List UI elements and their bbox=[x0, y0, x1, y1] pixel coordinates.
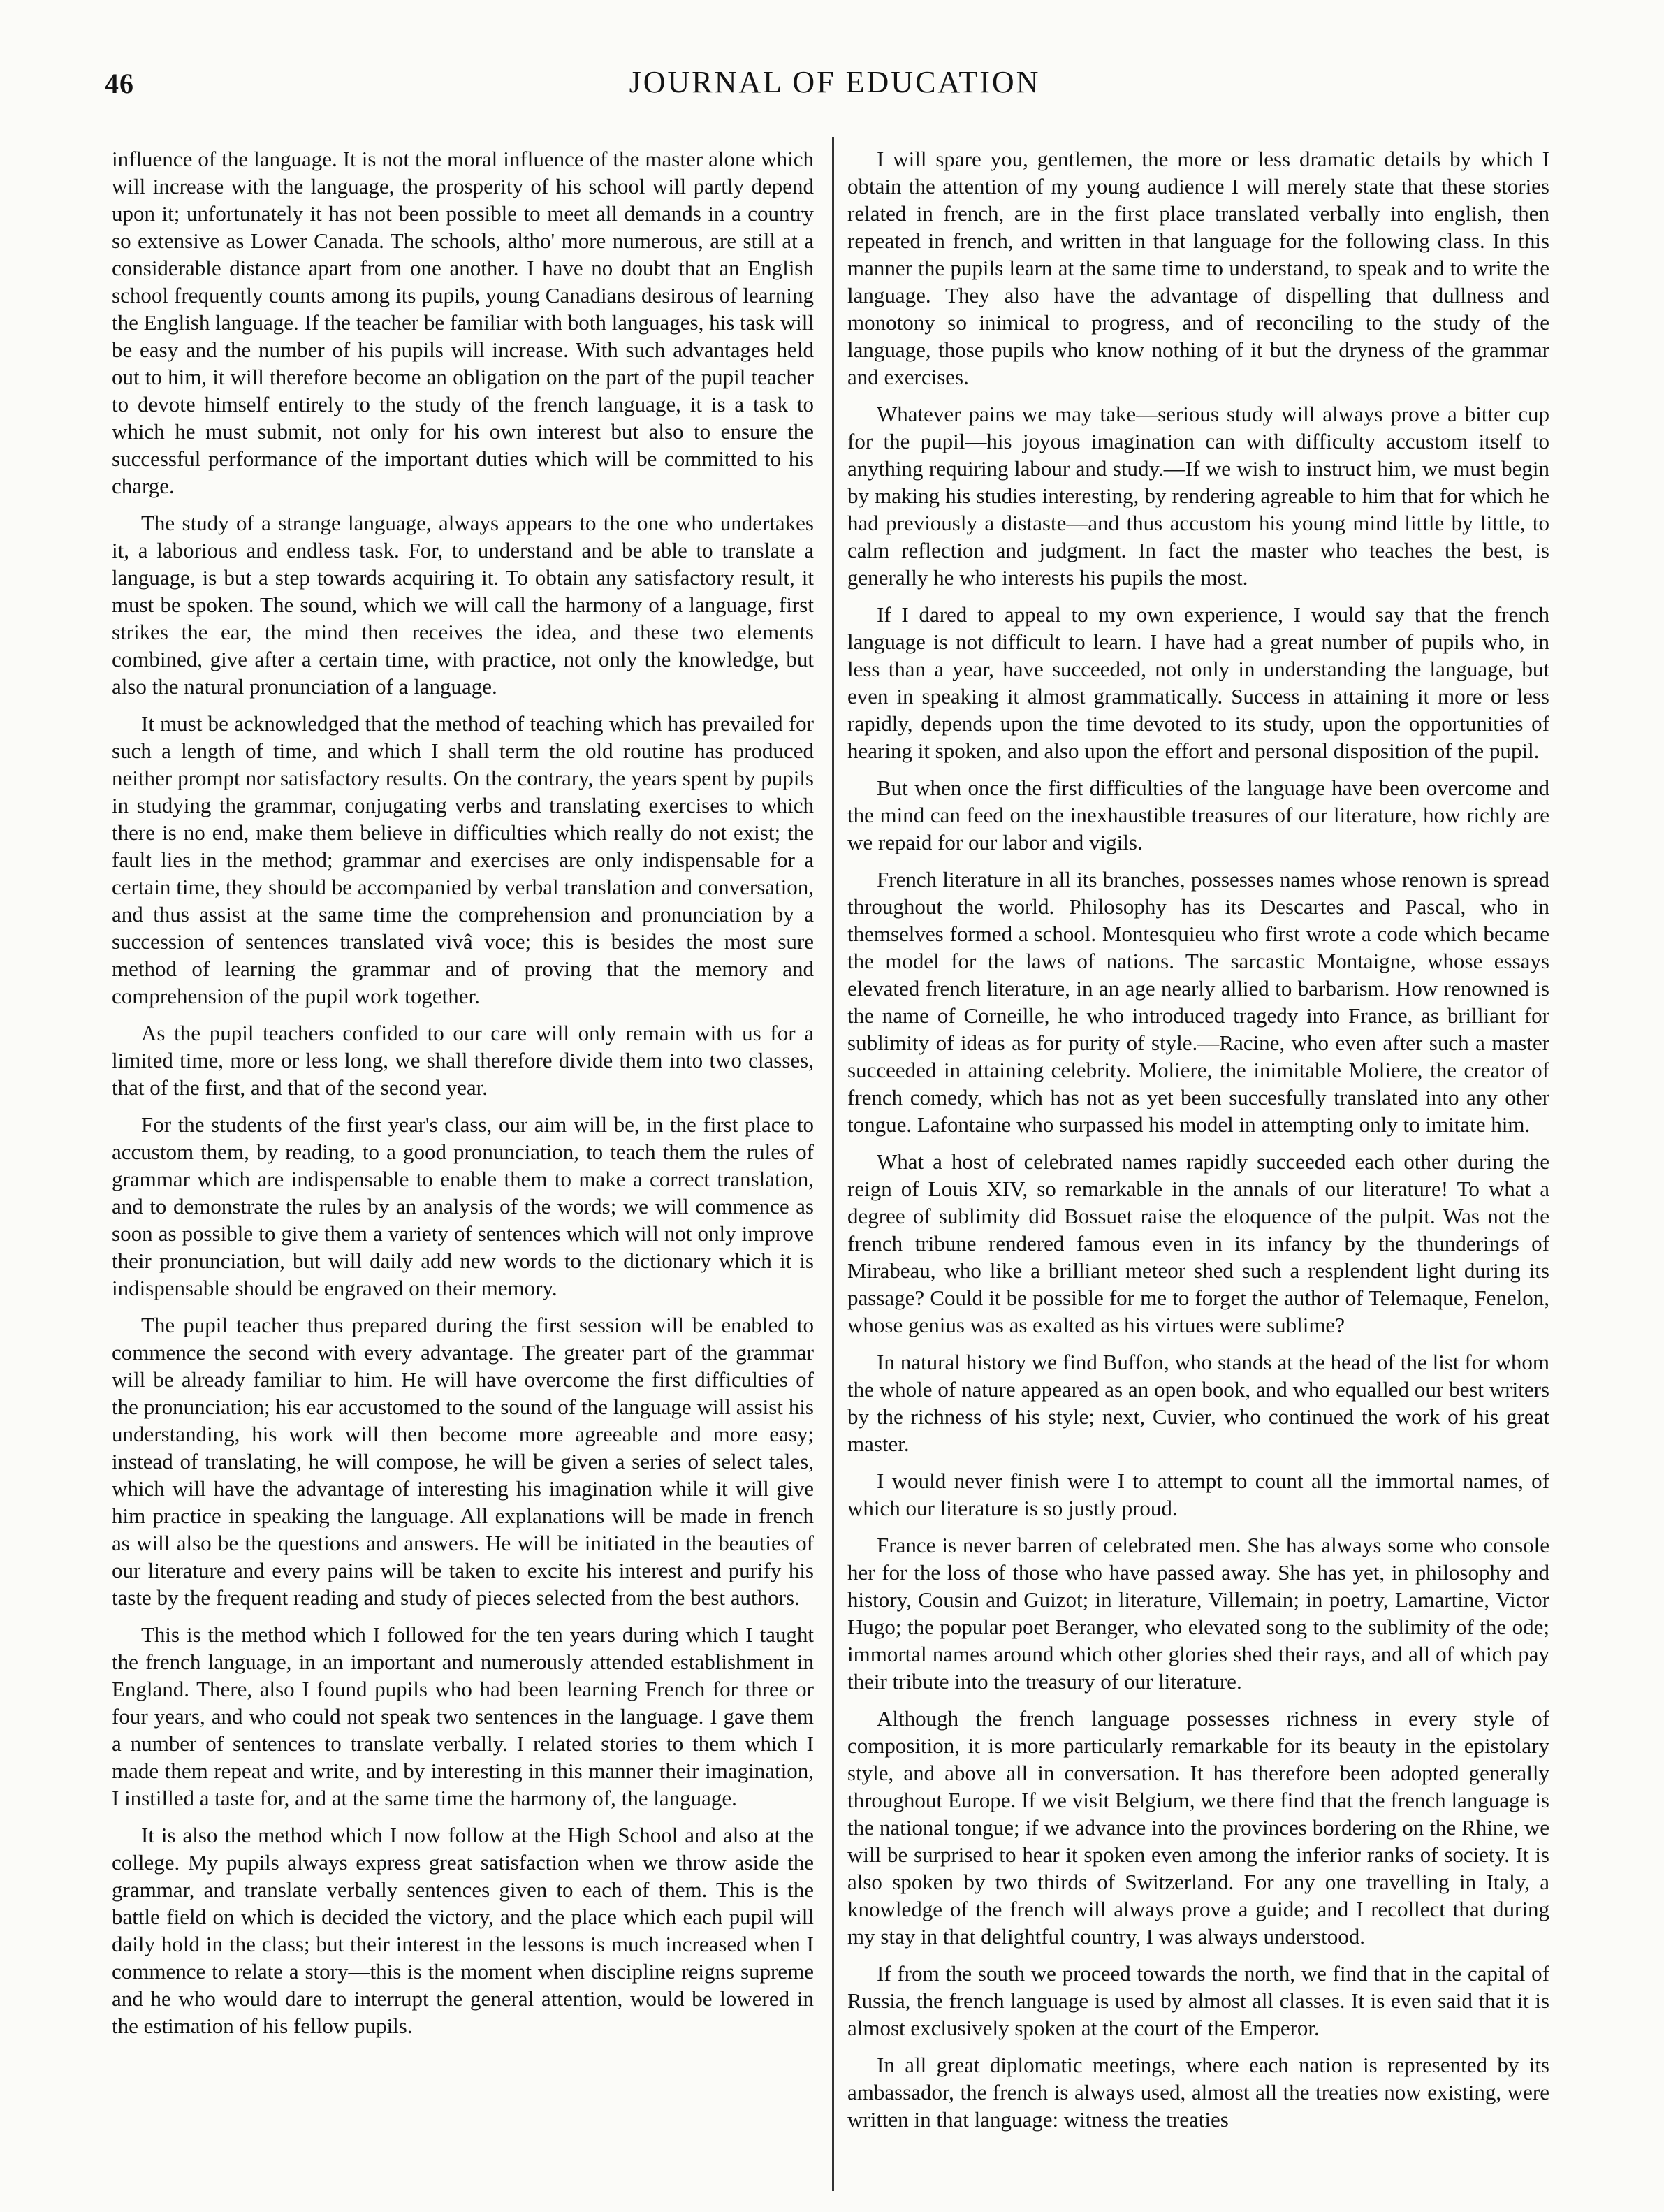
paragraph: In natural history we find Buffon, who stands at the head of the list for whom the whole of nature appeared as an open book, and who equalled our best writers by the richness of his style; next, Cuvier, who continued the work of his great master. bbox=[847, 1350, 1549, 1456]
column-divider bbox=[832, 137, 834, 2191]
paragraph: France is never barren of celebrated men. She has always some who console her for the loss of those who have passed away. She has yet, in philosophy and history, Cousin and Guizot; in literature, Villemain; in poetry, Lamartine, Victor Hugo; the popular poet Beranger, who elevated song to the sublimity of the ode; immortal names around which other glories shed their rays, and all of which pay their tribute into the treasury of our literature. bbox=[847, 1533, 1549, 1694]
paragraph: But when once the first difficulties of the language have been overcome and the mind can feed on the inexhaustible treasures of our literature, how richly are we repaid for our labor and vigils. bbox=[847, 776, 1549, 854]
page-number: 46 bbox=[105, 68, 134, 99]
header-rule bbox=[105, 129, 1565, 131]
paragraph: In all great diplomatic meetings, where each nation is represented by its ambassador, the french is always used, almost all the treaties now existing, were written in that language: witness the treaties bbox=[847, 2053, 1549, 2132]
paragraph: The study of a strange language, always appears to the one who undertakes it, a laborious and endless task. For, to understand and be able to translate a language, is but a step towards acquiring it. To obtain any satisfactory result, it must be spoken. The sound, which we will call the harmony of a language, first strikes the ear, the mind then receives the idea, and these two elements combined, give after a certain time, with practice, not only the knowledge, but also the natural pronunciation of a language. bbox=[112, 511, 814, 699]
running-title: JOURNAL OF EDUCATION bbox=[629, 65, 1041, 99]
page-header bbox=[105, 64, 1565, 113]
paragraph: As the pupil teachers confided to our care will only remain with us for a limited time, more or less long, we shall therefore divide them into two classes, that of the first, and that of the second year. bbox=[112, 1021, 814, 1100]
paragraph: It is also the method which I now follow at the High School and also at the college. My pupils always express great satisfaction when we throw aside the grammar, and translate verbally sentences given to each of them. This is the battle field on which is decided the victory, and the place which each pupil will daily hold in the class; but their interest in the lessons is much increased when I commence to relate a story—this is the moment when discipline reigns supreme and he who would dare to interrupt the general attention, would be lowered in the estimation of his fellow pupils. bbox=[112, 1823, 814, 2038]
paragraph: influence of the language. It is not the moral influence of the master alone which will increase with the language, the prosperity of his school will partly depend upon it; unfortunately it has not been possible to meet all demands in a country so extensive as Lower Canada. The schools, altho' more numerous, are still at a considerable distance apart from one another. I have no doubt that an English school frequently counts among its pupils, young Canadians desirous of learning the English language. If the teacher be familiar with both languages, his task will be easy and the number of his pupils will increase. With such advantages held out to him, it will therefore become an obligation on the part of the pupil teacher to devote himself entirely to the study of the french language, it is a task to which he must submit, not only for his own interest but also to ensure the successful performance of the important duties which will be committed to his charge. bbox=[112, 147, 814, 498]
paragraph: The pupil teacher thus prepared during the first session will be enabled to commence the second with every advantage. The greater part of the grammar will be already familiar to him. He will have overcome the first difficulties of the pronunciation; his ear accustomed to the sound of the language will assist his understanding, his work will then become more agreeable and more easy; instead of translating, he will compose, he will be given a series of select tales, which will have the advantage of interesting his imagination while it will give him practice in speaking the language. All explanations will be made in french as will also be the questions and answers. He will be initiated in the beauties of our literature and every pains will be taken to excite his interest and purify his taste by the frequent reading and study of pieces selected from the best authors. bbox=[112, 1313, 814, 1610]
paragraph: This is the method which I followed for the ten years during which I taught the french language, in an important and numerously attended establishment in England. There, also I found pupils who had been learning French for three or four years, and who could not speak two sentences in the language. I gave them a number of sentences to translate verbally. I related stories to them which I made them repeat and write, and by interesting in this manner their imagination, I instilled a taste for, and at the same time the harmony of, the language. bbox=[112, 1622, 814, 1810]
paragraph: It must be acknowledged that the method of teaching which has prevailed for such a length of time, and which I shall term the old routine has produced neither prompt nor satisfactory results. On the contrary, the years spent by pupils in studying the grammar, conjugating verbs and translating exercises to which there is no end, make them believe in difficulties which really do not exist; the fault lies in the method; grammar and exercises are only indispensable for a certain time, they should be accompanied by verbal translation and conversation, and thus assist at the same time the comprehension and pronunciation by a succession of sentences translated vivâ voce; this is besides the most sure method of learning the grammar and of proving that the memory and comprehension of the pupil work together. bbox=[112, 711, 814, 1008]
left-column bbox=[112, 145, 814, 2189]
paragraph: For the students of the first year's class, our aim will be, in the first place to accustom them, by reading, to a good pronunciation, to teach them the rules of grammar which are indispensable to enable them to make a correct translation, and to demonstrate the rules by an analysis of the words; we will commence as soon as possible to give them a variety of sentences which will not only improve their pronunciation, but will daily add new words to the dictionary which it is indispensable should be engraved on their memory. bbox=[112, 1112, 814, 1300]
paragraph: Although the french language possesses richness in every style of composition, it is more particularly remarkable for its beauty in the epistolary style, and above all in conversation. It has therefore been adopted generally throughout Europe. If we visit Belgium, we there find that the french language is the national tongue; if we advance into the provinces bordering on the Rhine, we will be surprised to hear it spoken even among the inferior ranks of society. It is also spoken by two thirds of Switzerland. For any one travelling in Italy, a knowledge of the french will always prove a guide; and I recollect that during my stay in that delightful country, I was always understood. bbox=[847, 1706, 1549, 1949]
right-column bbox=[847, 145, 1549, 2189]
paragraph: I would never finish were I to attempt to count all the immortal names, of which our literature is so justly proud. bbox=[847, 1469, 1549, 1520]
paragraph: If from the south we proceed towards the north, we find that in the capital of Russia, the french language is used by almost all classes. It is even said that it is almost exclusively spoken at the court of the Emperor. bbox=[847, 1961, 1549, 2040]
paragraph: French literature in all its branches, possesses names whose renown is spread throughout the world. Philosophy has its Descartes and Pascal, who in themselves formed a school. Montesquieu who first wrote a code which became the model for the laws of nations. The sarcastic Montaigne, whose essays elevated french literature, in an age nearly allied to barbarism. How renowned is the name of Corneille, he who introduced tragedy into France, as brilliant for sublimity of ideas as for purity of style.—Racine, who even after such a master succeeded in attaining celebrity. Moliere, the inimitable Moliere, the creator of french comedy, which has not as yet been succesfully translated into any other tongue. Lafontaine who surpassed his model in attempting only to imitate him. bbox=[847, 867, 1549, 1137]
paragraph: What a host of celebrated names rapidly succeeded each other during the reign of Louis XIV, so remarkable in the annals of our literature! To what a degree of sublimity did Bossuet raise the eloquence of the pulpit. Was not the french tribune rendered famous even in its infancy by the thunderings of Mirabeau, who like a brilliant meteor shed such a resplendent light during its passage? Could it be possible for me to forget the author of Telemaque, Fenelon, whose genius was as exalted as his virtues were sublime? bbox=[847, 1149, 1549, 1337]
paragraph: I will spare you, gentlemen, the more or less dramatic details by which I obtain the attention of my young audience I will merely state that these stories related in french, are in the first place translated verbally into english, then repeated in french, and written in that language for the following class. In this manner the pupils learn at the same time to understand, to speak and to write the language. They also have the advantage of dispelling that dullness and monotony so inimical to progress, and of reconciling to the study of the language, those pupils who know nothing of it but the dryness of the grammar and exercises. bbox=[847, 147, 1549, 389]
paragraph: If I dared to appeal to my own experience, I would say that the french language is not difficult to learn. I have had a great number of pupils who, in less than a year, have succeeded, not only in understanding the language, but even in speaking it almost grammatically. Success in attaining it more or less rapidly, depends upon the time devoted to its study, upon the opportunities of hearing it spoken, and also upon the effort and personal disposition of the pupil. bbox=[847, 602, 1549, 763]
paragraph: Whatever pains we may take—serious study will always prove a bitter cup for the pupil—his joyous imagination can with difficulty accustom itself to anything requiring labour and study.—If we wish to instruct him, we must begin by making his studies interesting, by rendering agreable to him that for which he had previously a distaste—and thus accustom his young mind little by little, to calm reflection and judgment. In fact the master who teaches the best, is generally he who interests his pupils the most. bbox=[847, 402, 1549, 590]
